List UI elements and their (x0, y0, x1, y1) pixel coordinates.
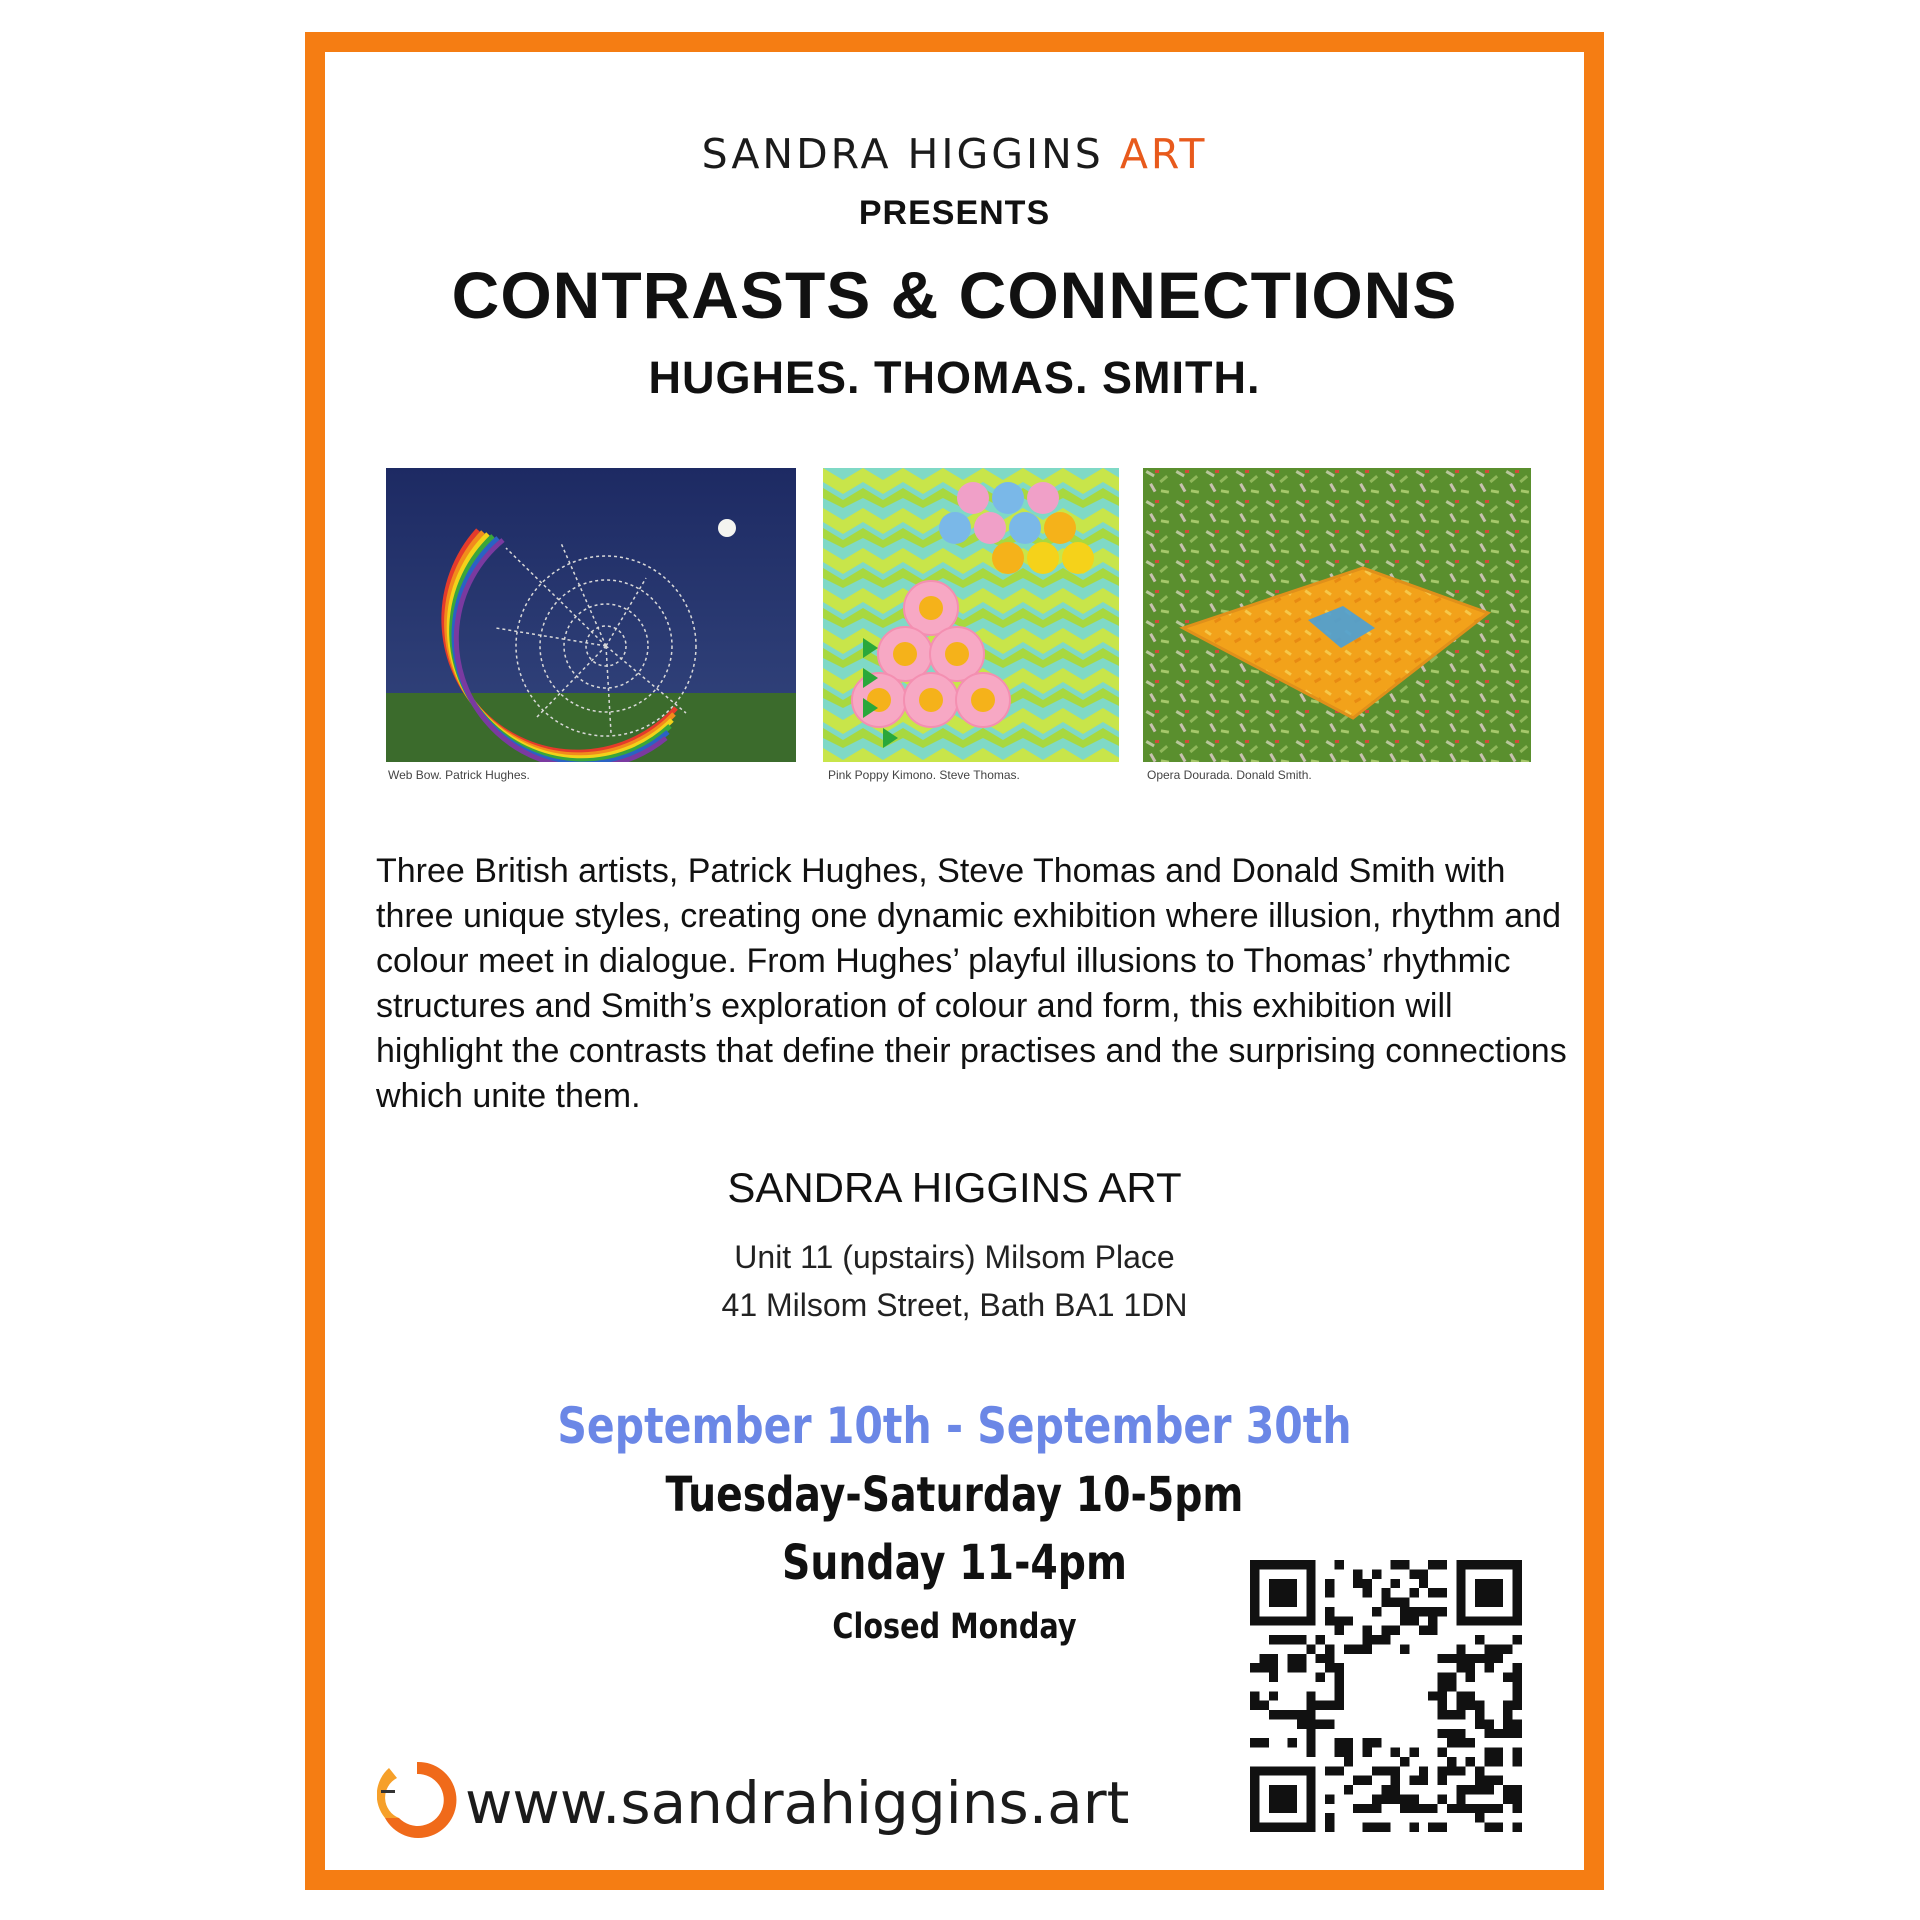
venue-name: SANDRA HIGGINS ART (727, 1164, 1182, 1211)
web-bow-image (386, 468, 796, 762)
artwork-caption: Pink Poppy Kimono. Steve Thomas. (828, 768, 1020, 782)
brand-name: SANDRA HIGGINS (701, 130, 1120, 178)
artwork-web-bow (386, 468, 796, 762)
artists-line: HUGHES. THOMAS. SMITH. (648, 352, 1261, 403)
venue-address-line-2: 41 Milsom Street, Bath BA1 1DN (721, 1287, 1188, 1323)
artwork-opera-dourada (1143, 468, 1531, 762)
artwork-pink-poppy-kimono (823, 468, 1119, 762)
qr-code-image (1250, 1560, 1522, 1832)
venue-address-line-1: Unit 11 (upstairs) Milsom Place (734, 1239, 1175, 1275)
gallery-logo-icon (377, 1758, 457, 1844)
pink-poppy-kimono-image (823, 468, 1119, 762)
presents-label: PRESENTS (858, 194, 1051, 232)
exhibition-description: Three British artists, Patrick Hughes, Steve Thomas and Donald Smith with three unique styles, creating one dynamic exhibition where illusion, rhythm and colour meet in dialogue. From Hughes’ playful illusions to Thomas’ rhythmic structures and Smith’s exploration of colour and form, this exhibition will highlight the contrasts that define their practises and the surprising connections which unite them. (376, 852, 1567, 1115)
closed-notice: Closed Monday (832, 1607, 1077, 1647)
hours-sunday: Sunday 11-4pm (782, 1535, 1127, 1591)
website-link[interactable]: www.sandrahiggins.art (465, 1769, 1130, 1837)
hours-weekday: Tuesday-Saturday 10-5pm (665, 1467, 1244, 1523)
opera-dourada-image (1143, 468, 1531, 762)
exhibition-dates: September 10th - September 30th (557, 1397, 1352, 1455)
qr-code[interactable] (1250, 1560, 1522, 1832)
exhibition-poster (305, 32, 1604, 1890)
exhibition-title: CONTRASTS & CONNECTIONS (451, 258, 1458, 332)
artwork-caption: Web Bow. Patrick Hughes. (388, 768, 530, 782)
artwork-caption: Opera Dourada. Donald Smith. (1147, 768, 1312, 782)
brand-accent: ART (1119, 130, 1208, 178)
brand-header (325, 130, 1584, 178)
